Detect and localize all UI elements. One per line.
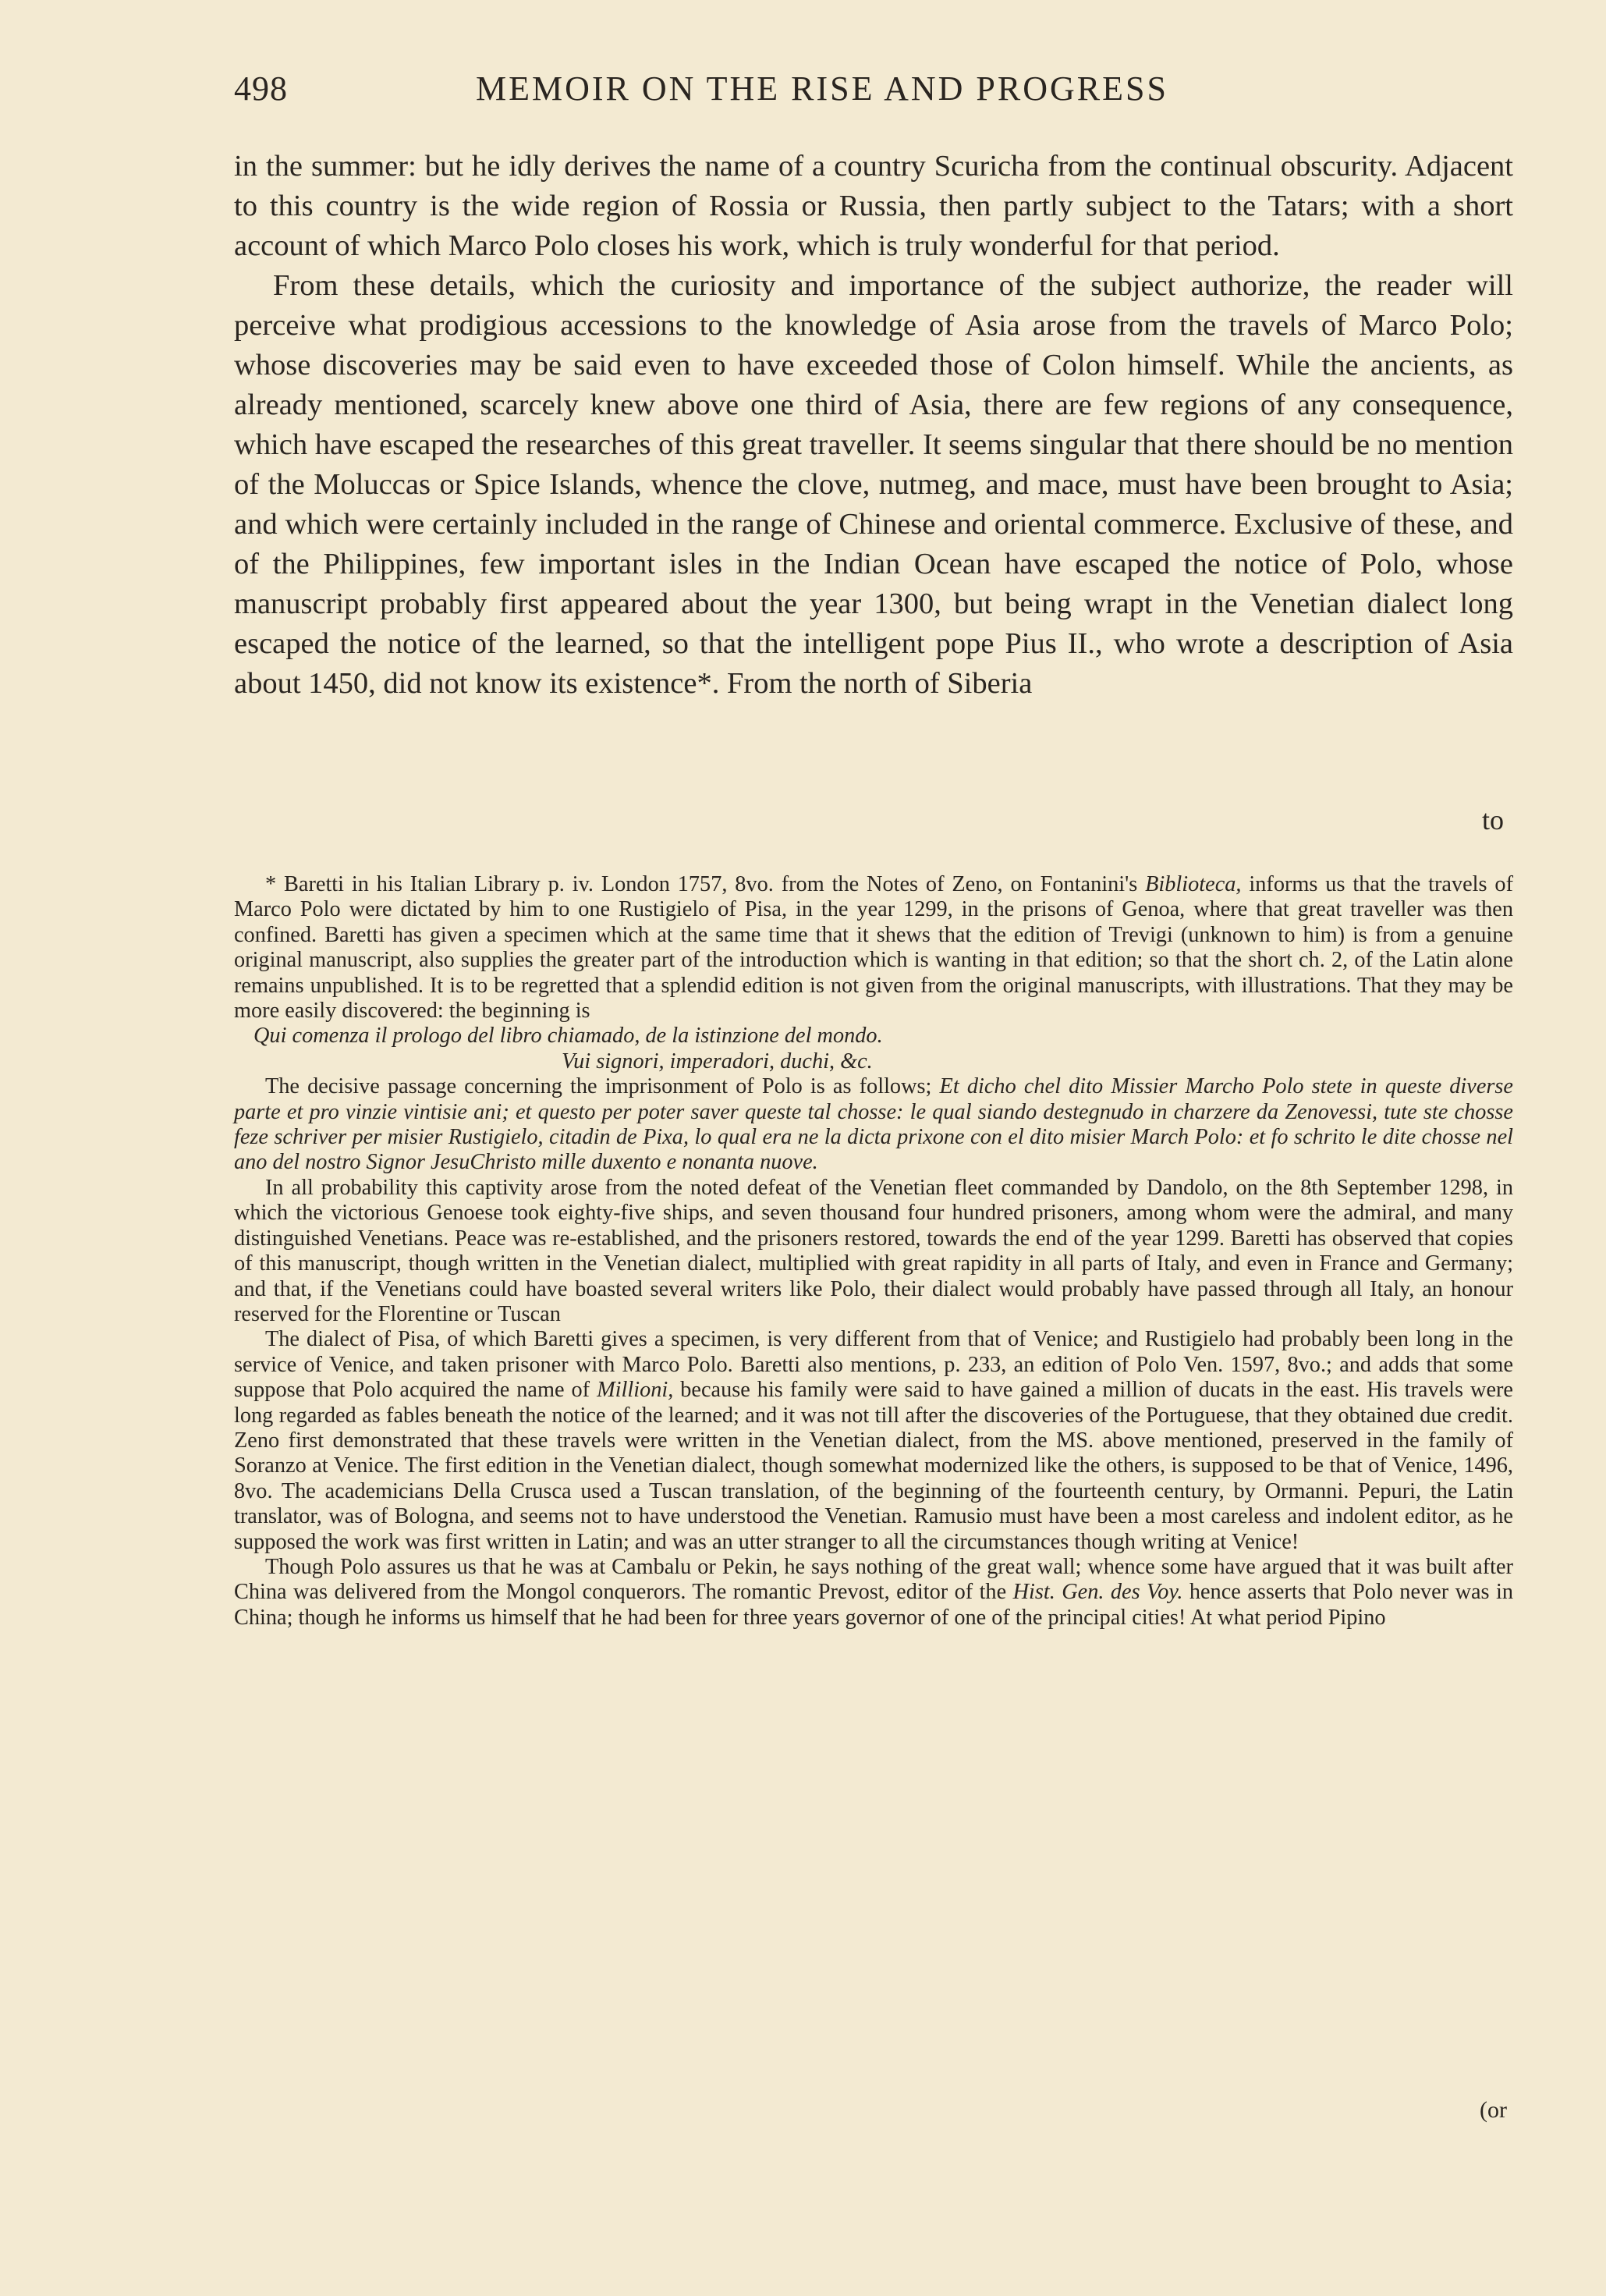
footnote-paragraph	[234, 1327, 1513, 1555]
catchword: to	[1482, 804, 1505, 836]
footnote-text: because his family were said to have gained a million of ducats in the east. His travels were long regarded as fables beneath the notice of the learned; and it was not till after the discoveries of the Portuguese, that they obtained due credit. Zeno first demonstrated that these travels were written in the Venetian dialect, from the MS. above mentioned, preserved in the family of Soranzo at Venice. The first edition in the Venetian dialect, though somewhat modernized like the others, is supposed to be that of Venice, 1496, 8vo. The academicians Della Crusca used a Tuscan translation, of the beginning of the fourteenth century, by Ormanni. Pepuri, the Latin translator, was of Bologna, and seems not to have understood the Venetian. Ramusio must have been a most careless and indolent editor, as he supposed the work was first written in Latin; and was an utter stranger to all the circumstances though writing at Venice!	[234, 1378, 1513, 1554]
footnote-paragraph	[234, 1074, 1513, 1176]
footnote-italic: Biblioteca,	[1145, 872, 1242, 896]
footnote-text: informs us that the travels of Marco Polo were dictated by him to one Rustigielo of Pisa, in the year 1299, in the prisons of Genoa, where that great traveller was then confined. Baretti has given a specimen which at the same time that it shews that the edition of Trevigi (unknown to him) is from a genuine original manuscript, also supplies the greater part of the introduction which is wanting in that edition; so that the short ch. 2, of the Latin alone remains unpublished. It is to be regretted that a splendid edition is not given from the original manuscripts, with illustrations. That they may be more easily discovered: the beginning is	[234, 872, 1513, 1024]
footnotes	[234, 872, 1513, 1631]
footnote-text: The decisive passage concerning the imprisonment of Polo is as follows;	[265, 1074, 940, 1099]
footnote-quote: Vui signori, imperadori, duchi, &c.	[562, 1049, 873, 1073]
running-title: MEMOIR ON THE RISE AND PROGRESS	[476, 69, 1168, 108]
footnote-paragraph	[234, 1555, 1513, 1631]
footnote-text: The dialect of Pisa, of which Baretti gives a specimen, is very different from that of Venice; and Rustigielo had probably been long in the service of Venice, and taken prisoner with Marco Polo. Baretti also mentions, p. 233, an edition of Polo Ven. 1597, 8vo.; and adds that some suppose that Polo acquired the name of	[234, 1327, 1513, 1403]
footnote-text: * Baretti in his Italian Library p. iv. London 1757, 8vo. from the Notes of Zeno, on Fontanini's	[265, 872, 1146, 896]
body-paragraph: From these details, which the curiosity and importance of the subject authorize, the reader will perceive what prodigious accessions to the knowledge of Asia arose from the travels of Marco Polo; whose discoveries may be said even to have exceeded those of Colon himself. While the ancients, as already mentioned, scarcely knew above one third of Asia, there are few regions of any consequence, which have escaped the researches of this great traveller. It seems singular that there should be no mention of the Moluccas or Spice Islands, whence the clove, nutmeg, and mace, must have been brought to Asia; and which were certainly included in the range of Chinese and oriental commerce. Exclusive of these, and of the Philippines, few important isles in the Indian Ocean have escaped the notice of Polo, whose manuscript probably first appeared about the year 1300, but being wrapt in the Venetian dialect long escaped the notice of the learned, so that the intelligent pope Pius II., who wrote a description of Asia about 1450, did not know its existence*. From the north of Siberia	[234, 269, 1513, 700]
footnote-italic: Millioni,	[597, 1378, 674, 1403]
footnote-text: Though Polo assures us that he was at Cambalu or Pekin, he says nothing of the great wall; whence some have argued that it was built after China was delivered from the Mongol conquerors. The romantic Prevost, editor of the	[234, 1554, 1513, 1605]
footnote-text: hence asserts that Polo never was in China; though he informs us himself that he had been for three years governor of one of the principal cities! At what period Pipino	[234, 1580, 1514, 1630]
page-header	[234, 69, 1373, 115]
footnote-italic: Hist. Gen. des Voy.	[1012, 1580, 1183, 1605]
footnote-paragraph	[234, 872, 1513, 1024]
footnote-paragraph: In all probability this captivity arose from the noted defeat of the Venetian fleet commanded by Dandolo, on the 8th September 1298, in which the victorious Genoese took eighty-five ships, and seven thousand four hundred prisoners, among whom were the admiral, and many distinguished Venetians. Peace was re-established, and the prisoners restored, towards the end of the year 1299. Baretti has observed that copies of this manuscript, though written in the Venetian dialect, multiplied with great rapidity in all parts of Italy, and even in France and Germany; and that, if the Venetians could have boasted several writers like Polo, their dialect would probably have passed through all Italy, an honour reserved for the Florentine or Tuscan	[234, 1175, 1513, 1326]
main-text	[234, 147, 1513, 704]
footnote-quote: Qui comenza il prologo del libro chiamado, de la istinzione del mondo.	[253, 1024, 883, 1049]
footnote-catchword: (or	[1480, 2097, 1507, 2123]
page-number: 498	[234, 69, 288, 108]
body-paragraph: in the summer: but he idly derives the name of a country Scuricha from the continual obscurity. Adjacent to this country is the wide region of Rossia or Russia, then partly subject to the Tatars; with a short account of which Marco Polo closes his work, which is truly wonderful for that period.	[234, 150, 1513, 262]
footnote-italic: Et dicho chel dito Missier Marcho Polo stete in queste diverse parte et pro vinzie vintisie ani; et questo per poter saver queste tal chosse: le qual siando destegnudo in charzere da Zenovessi, tute ste chosse feze schriver per misier Rustigielo, citadin de Pixa, lo qual era ne la dicta prixone con el dito misier March Polo: et fo schrito le dite chosse nel ano del nostro Signor JesuChristo mille duxento e nonanta nuove.	[234, 1074, 1513, 1175]
